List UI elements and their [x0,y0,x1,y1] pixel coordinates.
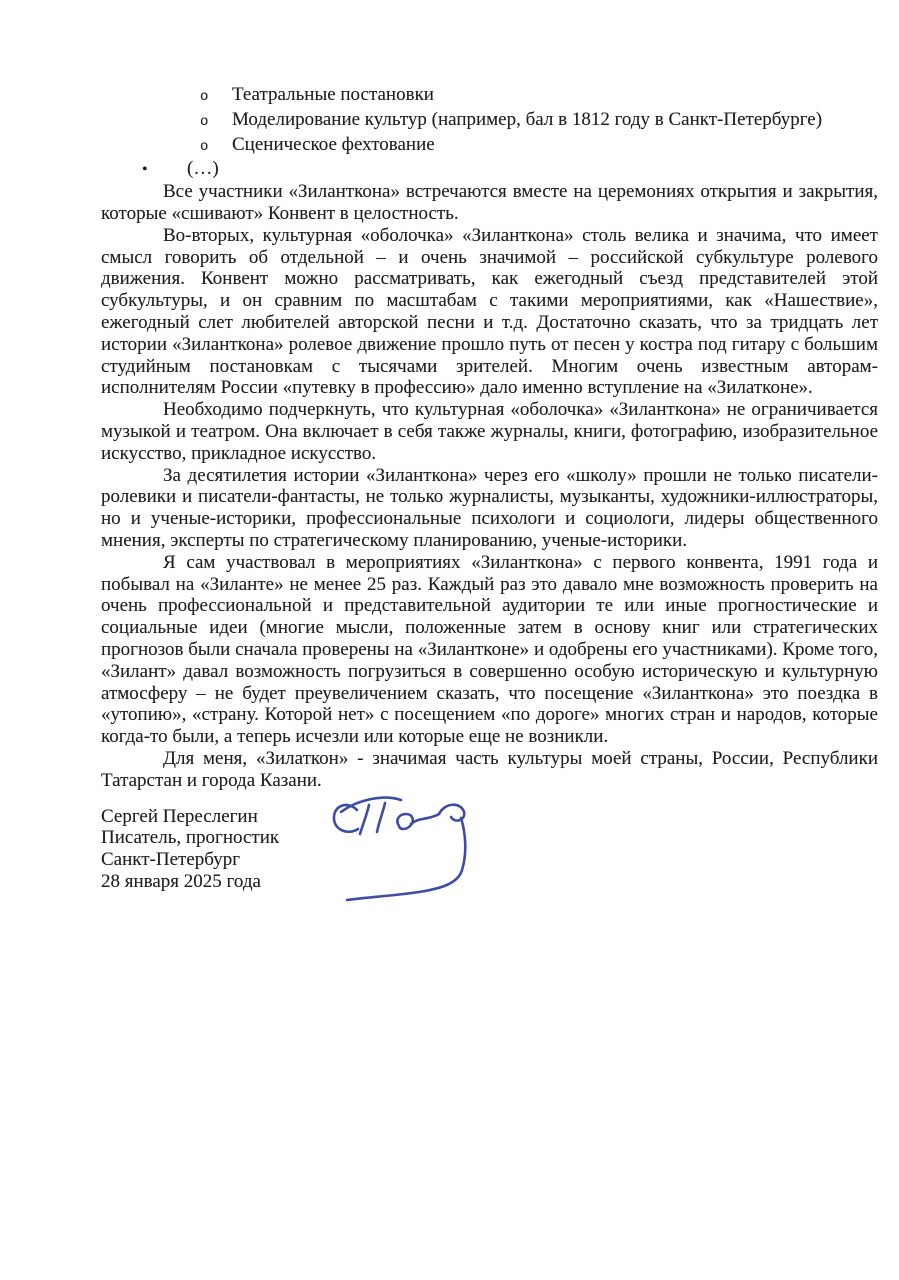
list-item [101,158,878,181]
signatory-city: Санкт-Петербург [101,849,241,871]
signatory-name: Сергей Переслегин [101,805,258,827]
paragraph: Для меня, «Зилаткон» - значимая часть культуры моей страны, России, Республики Татарстан и города Казани. [101,747,878,791]
paragraph: Все участники «Зиланткона» встречаются вместе на церемониях открытия и закрытия, которые «сшивают» Конвент в целостность. [101,181,878,224]
disc-bullet-marker: • [142,161,148,179]
signature-block [101,806,878,893]
circle-bullet-marker: o [200,113,209,130]
paragraph: За десятилетия истории «Зиланткона» через его «школу» прошли не только писатели-ролевики и писатели-фантасты, не только журналисты, музыканты, художники-иллюстраторы, но и ученые-историки, профессиональные психологи и социологи, лидеры общественного мнения, эксперты по стратегическому планированию, ученые-историки. [101,464,878,551]
handwritten-signature-icon [327,788,477,906]
letter-body [101,84,878,893]
list-item-text: Сценическое фехтование [232,133,435,155]
list-item-text: Театральные постановки [232,84,434,105]
list-item-text: (…) [187,158,219,180]
signature-date: 28 января 2025 года [101,870,261,892]
paragraph: Необходимо подчеркнуть, что культурная «оболочка» «Зиланткона» не ограничивается музыкой и театром. Она включает в себя также журналы, книги, фотографию, изобразительное искусство, прикладное искусство. [101,399,878,464]
paragraph: Во-вторых, культурная «оболочка» «Зиланткона» столь велика и значима, что имеет смысл говорить об отдельной – и очень значимой – российской субкультуре ролевого движения. Конвент можно рассматривать, как ежегодный съезд представителей этой субкультуры, и он сравним по масштабам с такими мероприятиями, как «Нашествие», ежегодный слет любителей авторской песни и т.д. Достаточно сказать, что за тридцать лет истории «Зиланткона» ролевое движение прошло путь от песен у костра под гитару с большим студийным постановкам с тысячами зрителей. Многим очень известным авторам-исполнителям России «путевку в профессию» дало именно вступление на «Зилатконе». [101,224,878,399]
signatory-title: Писатель, прогностик [101,827,280,849]
circle-bullet-marker: o [200,138,209,155]
list-item [101,134,878,159]
list-item [101,84,878,109]
list-item-text: Моделирование культур (например, бал в 1812 году в Санкт-Петербурге) [232,108,823,130]
paragraph: Я сам участвовал в мероприятиях «Зиланткона» с первого конвента, 1991 года и побывал на «Зиланте» не менее 25 раз. Каждый раз это давало мне возможность проверить на очень профессиональной и представительной аудитории те или иные прогностические и социальные идеи (многие мысли, положенные затем в основу книг или стратегических прогнозов были сначала проверены на «Зилантконе» и одобрены его участниками). Кроме того, «Зилант» давал возможность погрузиться в совершенно особую историческую и культурную атмосферу – не будет преувеличением сказать, что посещение «Зиланткона» это поездка в «утопию», «страну. Которой нет» с посещением «по дороге» многих стран и народов, которые когда-то были, а теперь исчезли или которые еще не возникли. [101,551,878,748]
circle-bullet-marker: o [200,89,209,105]
list-item [101,109,878,134]
